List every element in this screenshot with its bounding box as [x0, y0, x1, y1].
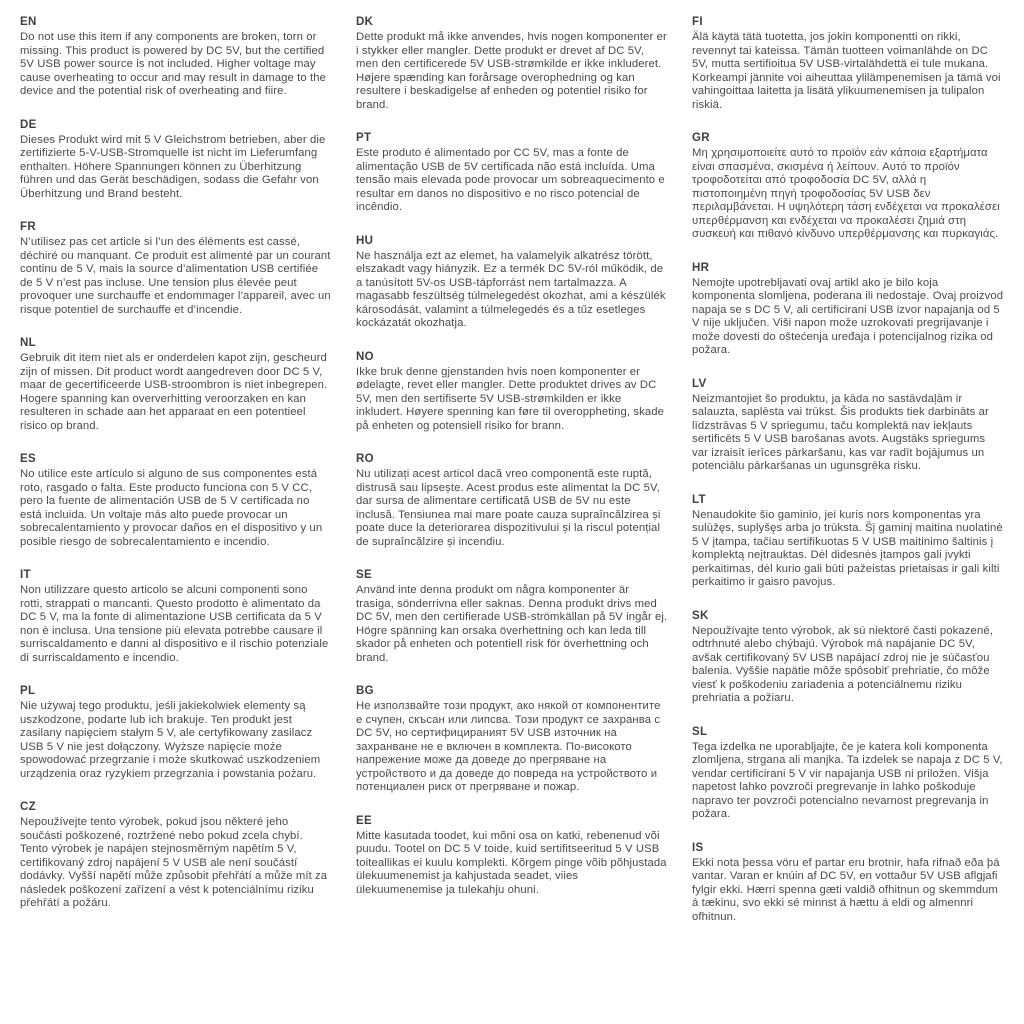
lang-code-heading: DK: [356, 16, 374, 28]
lang-section-fi: [692, 16, 1004, 112]
lang-section-gr: [692, 132, 1004, 242]
lang-section-lt: [692, 494, 1004, 590]
lang-section-pt: [356, 132, 668, 215]
lang-code-heading: HU: [356, 234, 374, 247]
lang-section-nl: [20, 337, 332, 433]
lang-section-it: [20, 569, 332, 665]
lang-paragraph: Do not use this item if any components are broken, torn or missing. This product is powered by DC 5V, but the certified 5V USB power source is not included. Higher voltage may cause overheating to occur and may result in damage to the device and the potential risk of overheating and fiire.: [20, 31, 326, 97]
lang-paragraph: Nenaudokite šio gaminio, jei kuris nors komponentas yra sulūžęs, suplyšęs arba jo trūksta. Šį gaminį maitina nuolatinė 5 V įtampa, tačiau sertifikuotas 5 V USB maitinimo šaltinis į komplektą neįtrauktas. Dėl didesnės įtampos gali įvykti perkaitimas, dėl kurio gali būti pažeistas prietaisas ir gali kilti perkaitimo ir gaisro pavojus.: [692, 508, 1003, 588]
lang-code-heading: LV: [692, 377, 707, 390]
lang-paragraph: Nie używaj tego produktu, jeśli jakiekolwiek elementy są uszkodzone, podarte lub ich brakuje. Ten produkt jest zasilany napięciem stałym 5 V, ale certyfikowany zasilacz USB 5 V nie jest dołączony. Wyższe napięcie może spowodować przegrzanie i może skutkować uszkodzeniem urządzenia oraz ryzykiem przegrzania i powstania pożaru.: [20, 700, 321, 780]
lang-section-es: [20, 453, 332, 549]
lang-paragraph: Nepoužívejte tento výrobek, pokud jsou některé jeho součásti poškozené, roztržené nebo pokud zcela chybí. Tento výrobek je napájen stejnosměrným napětím 5 V, certifikovaný zdroj napájení 5 V USB ale není součástí dodávky. Vyšší napětí může způsobit přehřátí a může mít za následek poškození zařízení a vést k potenciálnímu riziku přehřátí a požáru.: [20, 816, 328, 909]
lang-paragraph: Μη χρησιμοποιείτε αυτό το προϊόν εάν κάποια εξαρτήματα είναι σπασμένα, σκισμένα ή λείπουν. Αυτό το προϊόν τροφοδοτείται από τροφοδοσία DC 5V, αλλά η πιστοποιημένη πηγή τροφοδοσίας 5V USB δεν περιλαμβάνεται. Η υψηλότερη τάση ενδέχεται να προκαλέσει υπερθέρμανση και ενδέχεται να προκαλέσει ζημιά στη συσκευή και πιθανό κίνδυνο υπερθέρμανσης και πυρκαγιάς.: [692, 147, 1000, 240]
lang-section-pl: [20, 685, 332, 781]
column-middle: [356, 16, 668, 1014]
lang-code-heading: NL: [20, 337, 36, 349]
column-left: [20, 16, 332, 1014]
lang-section-lv: [692, 378, 1004, 474]
lang-paragraph: Dieses Produkt wird mit 5 V Gleichstrom betrieben, aber die zertifizierte 5-V-USB-Stromquelle ist nicht im Lieferumfang enthalten. Höhere Spannungen können zu Überhitzung führen und das Gerät beschädigen, sodass die Gefahr von Überhitzung und Brand besteht.: [20, 133, 326, 200]
lang-paragraph: Non utilizzare questo articolo se alcuni componenti sono rotti, strappati o mancanti. Questo prodotto è alimentato da DC 5 V, ma la fonte di alimentazione USB certificata da 5 V non è inclusa. Una tensione più elevata potrebbe causare il surriscaldamento e danni al dispositivo e il rischio potenziale di surriscaldamento e incendio.: [20, 584, 329, 664]
lang-paragraph: Dette produkt må ikke anvendes, hvis nogen komponenter er i stykker eller mangler. Dette produkt er drevet af DC 5V, men den certificerede 5V USB-strømkilde er ikke inkluderet. Højere spænding kan forårsage overophedning og kan resultere i beskadigelse af enheden og potentiel risiko for brand.: [356, 31, 667, 111]
lang-section-sk: [692, 610, 1004, 706]
column-right: [692, 16, 1004, 1014]
lang-paragraph: Ikke bruk denne gjenstanden hvis noen komponenter er ødelagte, revet eller mangler. Dette produktet drives av DC 5V, men den sertifiserte 5V USB-strømkilden er ikke inkludert. Høyere spenning kan føre til overoppheting, skade på enheten og potensiell risiko for brann.: [356, 365, 665, 432]
lang-section-de: [20, 119, 332, 202]
lang-paragraph: Nepoužívajte tento výrobok, ak sú niektoré časti pokazené, odtrhnuté alebo chýbajú. Výrobok má napájanie DC 5V, avšak certifikovaný 5V USB napájací zdroj nie je súčasťou balenia. Vyššie napätie môže spôsobiť prehriatie, čo môže viesť k poškodeniu zariadenia a potenciálnemu riziku prehriatia a požiaru.: [692, 624, 993, 704]
lang-code-heading: PL: [20, 685, 36, 697]
lang-section-bg: [356, 685, 668, 795]
lang-section-sl: [692, 726, 1004, 822]
lang-section-is: [692, 842, 1004, 925]
lang-paragraph: N’utilisez pas cet article si l’un des éléments est cassé, déchiré ou manquant. Ce produit est alimenté par un courant continu de 5 V, mais la source d’alimentation USB certifiée de 5 V n’est pas incluse. Une tension plus élevée peut provoquer une surchauffe et endommager l’appareil, avec un risque potentiel de surchauffe et d’incendie.: [20, 236, 331, 316]
lang-section-dk: [356, 16, 668, 112]
lang-paragraph: Mitte kasutada toodet, kui mõni osa on katki, rebenenud või puudu. Tootel on DC 5 V toide, kuid sertifitseeritud 5 V USB toiteallikas ei kuulu komplekti. Kõrgem pinge võib põhjustada ülekuumenemist ja kahjustada seadet, viies ülekuumenemise ja tulekahju ohuni.: [356, 829, 667, 896]
lang-code-heading: NO: [356, 350, 374, 363]
lang-section-no: [356, 351, 668, 434]
lang-section-ro: [356, 453, 668, 549]
lang-paragraph: Не използвайте този продукт, ако някой от компонентите е счупен, скъсан или липсва. Този продукт се захранва с DC 5V, но сертифицираният 5V USB източник на захранване не е включен в комплекта. По-високото напрежение може да доведе до прегряване на устройството и да доведе до повреда на устройството и потенциален риск от прегряване и пожар.: [356, 700, 661, 793]
lang-paragraph: Använd inte denna produkt om några komponenter är trasiga, sönderrivna eller saknas. Denna produkt drivs med DC 5V, men den certifierade USB-strömkällan på 5V ingår ej. Högre spänning kan orsaka överhettning och kan leda till skador på enheten och potentiell risk för överhettning och brand.: [356, 584, 668, 664]
lang-code-heading: SE: [356, 569, 372, 581]
lang-paragraph: Tega izdelka ne uporabljajte, če je katera koli komponenta zlomljena, strgana ali manjka. Ta izdelek se napaja z DC 5 V, vendar certificirani 5 V vir napajanja USB ni priložen. Višja napetost lahko povzroči pregrevanje in lahko poškoduje napravo ter povzroči potencialno nevarnost pregrevanja in požara.: [692, 740, 1003, 820]
lang-paragraph: Neizmantojiet šo produktu, ja kāda no sastāvdaļām ir salauzta, saplēsta vai trūkst. Šis produkts tiek darbināts ar līdzstrāvas 5 V spriegumu, taču komplektā nav iekļauts sertificēts 5 V USB barošanas avots. Augstāks spriegums var izraisīt ierīces pārkaršanu, kas var radīt bojājumus un potenciālu pārkaršanas un ugunsgrēka risku.: [692, 392, 989, 472]
lang-section-fr: [20, 221, 332, 317]
lang-code-heading: GR: [692, 132, 710, 144]
lang-code-heading: DE: [20, 118, 37, 131]
lang-section-ee: [356, 815, 668, 898]
lang-paragraph: Este produto é alimentado por CC 5V, mas a fonte de alimentação USB de 5V certificada não está incluída. Uma tensão mais elevada pode provocar um sobreaquecimento e resultar em danos no dispositivo e no risco potencial de incêndio.: [356, 147, 665, 213]
lang-section-hr: [692, 262, 1004, 358]
lang-paragraph: Älä käytä tätä tuotetta, jos jokin komponentti on rikki, revennyt tai kateissa. Tämän tuotteen voimanlähde on DC 5V, mutta sertifioitua 5V USB-virtalähdettä ei tule mukana. Korkeampi jännite voi aiheuttaa ylilämpenemisen ja tämä voi vahingoittaa laitetta ja lisätä ylikuumenemisen ja tulipalon riskiä.: [692, 31, 1001, 111]
lang-section-se: [356, 569, 668, 665]
lang-code-heading: EN: [20, 16, 37, 28]
lang-code-heading: IS: [692, 841, 704, 854]
lang-section-en: [20, 16, 332, 99]
lang-code-heading: SL: [692, 725, 708, 738]
lang-paragraph: Nemojte upotrebljavati ovaj artikl ako je bilo koja komponenta slomljena, poderana ili nedostaje. Ovaj proizvod napaja se s DC 5 V, ali certificirani USB izvor napajanja od 5 V nije uključen. Viši napon može uzrokovati pregrijavanje i može dovesti do oštećenja uređaja i potencijalnog rizika od požara.: [692, 276, 1004, 356]
lang-code-heading: CZ: [20, 801, 36, 813]
lang-code-heading: IT: [20, 569, 31, 581]
lang-code-heading: EE: [356, 814, 372, 827]
lang-paragraph: No utilice este artículo si alguno de sus componentes está roto, rasgado o falta. Este producto funciona con 5 V CC, pero la fuente de alimentación USB de 5 V certificada no está incluida. Un voltaje más alto puede provocar un sobrecalentamiento y provocar daños en el dispositivo y un posible riesgo de sobrecalentamiento e incendio.: [20, 468, 323, 548]
lang-code-heading: HR: [692, 261, 710, 274]
lang-code-heading: FI: [692, 16, 703, 28]
lang-code-heading: PT: [356, 132, 372, 144]
lang-section-hu: [356, 235, 668, 331]
lang-paragraph: Nu utilizați acest articol dacă vreo componentă este ruptă, distrusă sau lipsește. Acest produs este alimentat la DC 5V, dar sursa de alimentare certificată USB de 5V nu este inclusă. Tensiunea mai mare poate cauza supraîncălzirea și poate duce la deteriorarea dispozitivului și la riscul potențial de supraîncălzire și incendiu.: [356, 468, 661, 548]
lang-code-heading: RO: [356, 453, 374, 465]
lang-code-heading: FR: [20, 221, 36, 233]
lang-paragraph: Ekki nota þessa vöru ef partar eru brotnir, hafa rifnað eða þá vantar. Varan er knúin af DC 5V, en vottaður 5V USB aflgjafi fylgir ekki. Hærri spenna gæti valdið ofhitnun og skemmdum á tækinu, svo ekki sé minnst á hættu á eldi og almennri ofhitnun.: [692, 856, 1000, 923]
lang-paragraph: Ne használja ezt az elemet, ha valamelyik alkatrész törött, elszakadt vagy hiányzik. Ez a termék DC 5V-ról működik, de a tanúsított 5V-os USB-tápforrást nem tartalmazza. A magasabb feszültség túlmelegedést okozhat, ami a készülék károsodását, valamint a túlmelegedés és a tűz esetleges kockázatát okozhatja.: [356, 249, 666, 329]
lang-code-heading: SK: [692, 609, 709, 622]
lang-section-cz: [20, 801, 332, 911]
lang-paragraph: Gebruik dit item niet als er onderdelen kapot zijn, gescheurd zijn of missen. Dit product wordt aangedreven door DC 5 V, maar de gecertificeerde USB-stroombron is niet inbegrepen. Hogere spanning kan oververhitting veroorzaken en kan resulteren in schade aan het apparaat en een potentieel risico op brand.: [20, 352, 328, 432]
lang-code-heading: ES: [20, 453, 36, 465]
lang-code-heading: BG: [356, 685, 374, 697]
lang-code-heading: LT: [692, 493, 706, 506]
